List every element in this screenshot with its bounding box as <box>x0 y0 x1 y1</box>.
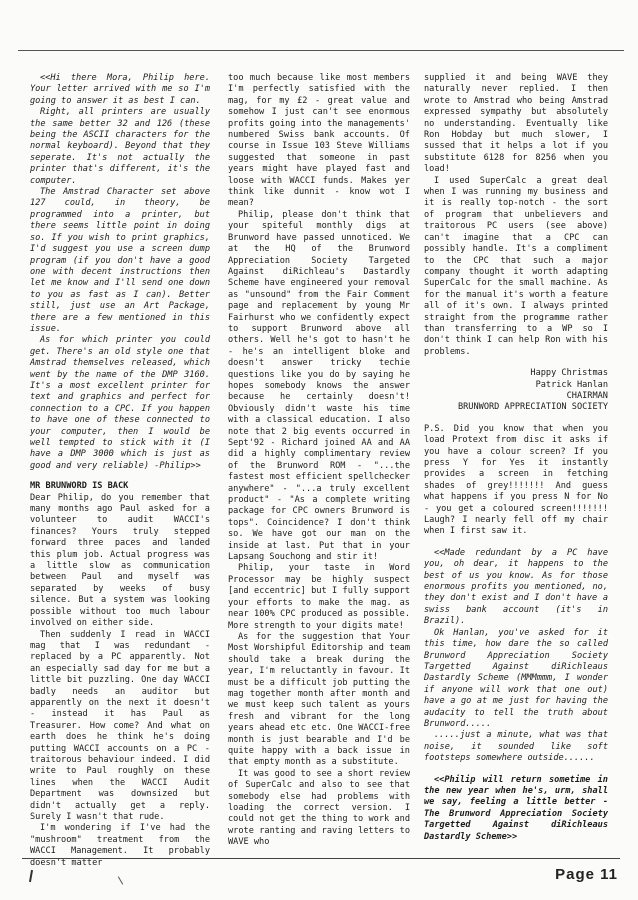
top-rule <box>18 50 624 51</box>
signature-greeting: Happy Christmas <box>530 368 608 379</box>
letter-heading: MR BRUNWORD IS BACK <box>30 481 129 492</box>
letter-paragraph: Then suddenly I read in WACCI mag that I was redundant - replaced by a PC apparently. Not an especially sad day for me but a little bit puzzling. One day WACCI badly needs an auditor but apparently on the next it doesn't - instead it has Paul as Treasurer. How come? And what on earth does he think he's doing putting WACCI accounts on a PC - traitorous behaviour indeed. I did write to Paul roughly on these lines when the WACCI Audit Department was downsized but didn't actually get a reply. Surely I wasn't that rude. <box>30 629 210 822</box>
column-2 <box>228 73 410 853</box>
signature-title: CHAIRMAN <box>566 390 608 401</box>
editor-reply-paragraph: As for which printer you could get. There's an old style one that Amstrad themselves released, which went by the name of the DMP 3160. It's a most excellent printer for text and graphics and perfect for connection to a CPC. If you happen to have one of these connected to your computer, then I would be well tempted to stick with it (I have a DMP 3000 which is just as good and very reliable) -Philip>> <box>30 335 210 471</box>
letter-paragraph: As for the suggestion that Your Most Worshipful Editorship and team should take a break during the year, I'm reluctantly in favour. It must be a difficult job putting the mag together month after month and we must keep such talent as yours fresh and vibrant for the long years ahead etc etc. One WACCI-free month is just bearable and I'd be quite happy with a back issue in that empty month as a substitute. <box>228 631 410 768</box>
postscript: P.S. Did you know that when you load Protext from disc it asks if you have a colour screen? If you press Y for Yes it instantly provides a screen in fetching shades of grey!!!!!!! And guess what happens if you press N for No - you get a coloured screen!!!!!!! Laugh? I nearly fell off my chair when I first saw it. <box>424 423 608 537</box>
page-number: Page 11 <box>555 866 618 883</box>
editor-reply-paragraph: <<Made redundant by a PC have you, oh dear, it happens to the best of us you know. As for those enormous profits you mentioned, no, they don't exist and I don't have a swiss bank account (it's in Brazil). <box>424 547 608 627</box>
letter-paragraph: Philip, please don't think that your spiteful monthly digs at Brunword have passed unnoticed. We at the HQ of the Brunword Appreciation Society Targeted Against diRichleau's Dastardly Scheme have engineered your removal as "unsound" from the Fair Comment page and replacement by young Mr Fairhurst who we confidently expect to support Brunword above all others. Well he's got to hasn't he - he's an intelligent bloke and doesn't answer tricky techie questions like you do by saying he hopes somebody knows the answer because he certainly doesn't! Obviously didn't waste his time with a classical education. I also note that 2 big events occurred in Sept'92 - Richard joined AA and AA did a highly complimentary review of the Brunword ROM - "...the fastest most efficient spellchecker anywhere" - "...a truly excellent product" - "As a complete writing package for CPC owners Brunword is tops". Coincidence? I don't think so. We have got our man on the inside at last. Put that in your Lapsang Souchong and stir it! <box>228 209 410 563</box>
editor-reply-paragraph: The Amstrad Character set above 127 could, in theory, be programmed into a printer, but there seems little point in doing so. If you wish to print graphics, I'd suggest you use a screen dump program (if you don't have a good one with decent instructions then let me know and I'll send one down to you as fast as I can). Better still, just use an Art Package, there are a few mentioned in this issue. <box>30 187 210 334</box>
scan-mark <box>118 876 123 884</box>
letter-paragraph: supplied it and being WAVE they naturally never replied. I then wrote to Amstrad who being Amstrad expressed sympathy but absolutely no understanding. Eventually like Ron Hobday but much slower, I sussed that it helps a lot if you substitute 6128 for 8256 when you load! <box>424 73 608 175</box>
bottom-rule <box>22 858 620 859</box>
letter-paragraph: I'm wondering if I've had the "mushroom" treatment from the WACCI Management. It probably doesn't matter <box>30 823 210 868</box>
letter-paragraph: It was good to see a short review of SuperCalc and also to see that somebody else had problems with loading the correct version. I could not get the thing to work and wrote ranting and raving letters to WAVE who <box>228 768 410 848</box>
letter-paragraph: Dear Philip, do you remember that many months ago Paul asked for a volunteer to audit WACCI's finances? Yours truly stepped forward three paces and landed this plum job. Actual progress was a little slow as communication between Paul and myself was separated by weeks of busy silence. But a system was looking possible without too much labour involved on either side. <box>30 492 210 629</box>
column-3 <box>424 73 608 853</box>
editor-reply-paragraph: .....just a minute, what was that noise, it sounded like soft footsteps somewhere outside...... <box>424 730 608 764</box>
scan-mark <box>29 870 33 882</box>
signature-name: Patrick Hanlan <box>535 379 608 390</box>
letter-paragraph: I used SuperCalc a great deal when I was running my business and it is really top-notch - the sort of program that unbelievers and traitorous PC users (see above) can't imagine that a CPC can possibly handle. It's a compliment to the CPC that such a major company thought it worth adapting SuperCalc for the small machine. As for the manual it's worth a feature all of it's own. I always printed straight from the programme rather than transferring to a WP so I don't think I can help Ron with his problems. <box>424 175 608 357</box>
editor-reply-closing: <<Philip will return sometime in the new year when he's, urm, shall we say, feeling a little better -The Brunword Appreciation Society Targetted Against diRichleaus Dastardly Scheme>> <box>424 774 608 842</box>
letter-paragraph: Philip, your taste in Word Processor may be highly suspect [and eccentric] but I fully support your efforts to make the mag. as near 100% CPC produced as possible. More strength to your digits mate! <box>228 563 410 631</box>
editor-reply-intro: <<Hi there Mora, Philip here. Your letter arrived with me so I'm going to answer it as best I can. <box>30 73 210 106</box>
editor-reply-paragraph: Ok Hanlan, you've asked for it this time, how dare the so called Brunword Appreciation Society Targetted Against diRichleaus Dastardly Scheme (MMMmmm, I wonder if anyone will work that one out) have a go at me just for having the audacity to tell the truth about Brunword..... <box>424 627 608 729</box>
letter-paragraph: too much because like most members I'm perfectly satisfied with the mag, for my £2 - great value and somehow I just can't see enormous profits going into the managements' numbered Swiss bank accounts. Of course in Issue 103 Steve Williams suggested that someone in past years might have played fast and loose with WACCI funds. Makes yer think like dunnit - know wot I mean? <box>228 73 410 209</box>
column-1 <box>30 73 210 868</box>
editor-reply-paragraph: Right, all printers are usually the same better 32 and 126 (these being the ASCII characters for the normal keyboard). Beyond that they seperate. It's not actually the printer that's different, it's the computer. <box>30 107 210 186</box>
signature-organisation: BRUNWORD APPRECIATION SOCIETY <box>457 402 608 413</box>
